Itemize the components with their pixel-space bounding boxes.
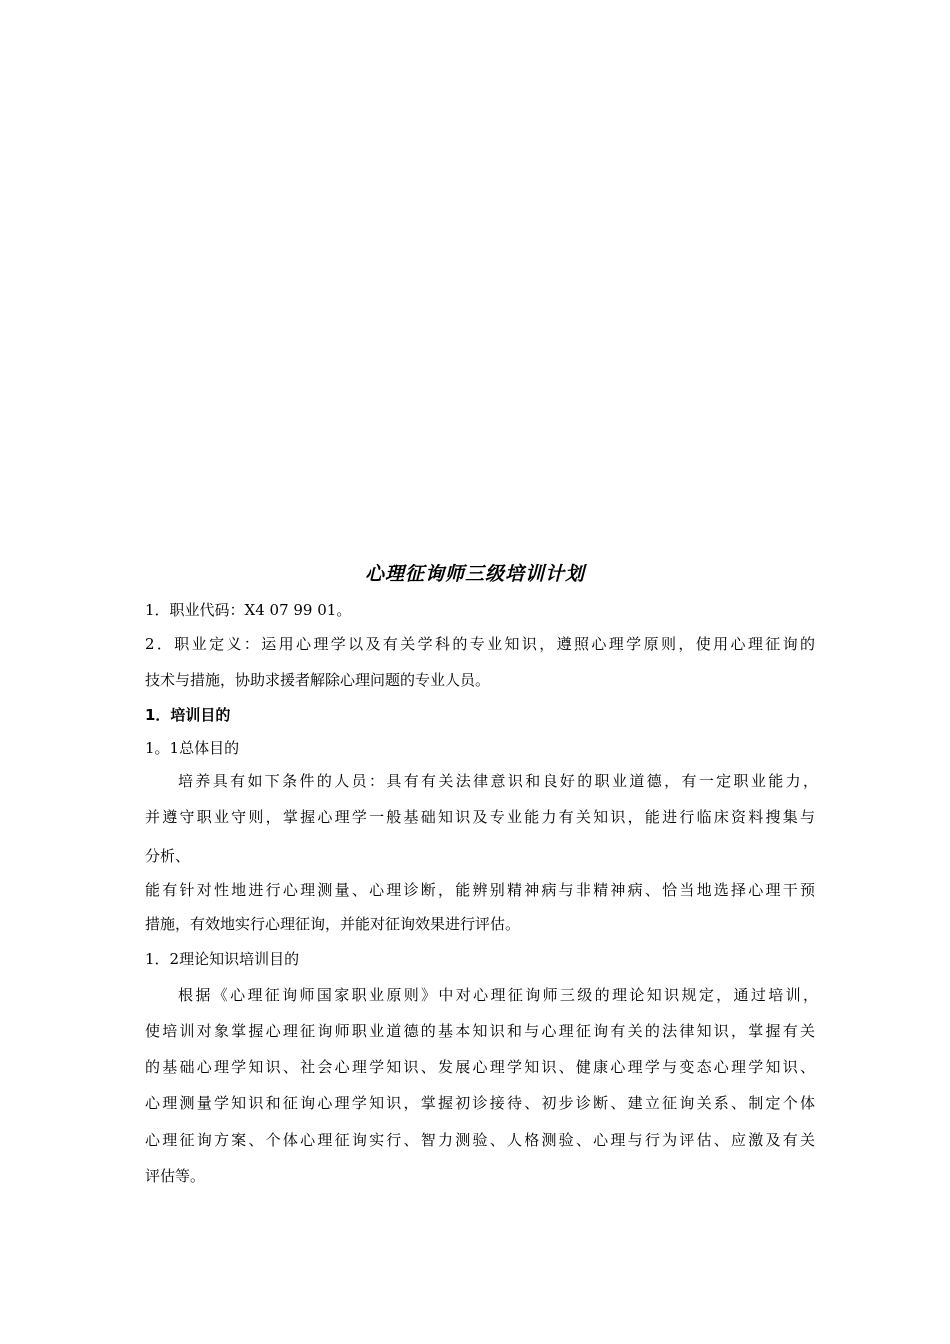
paragraph-line: 的基础心理学知识、社会心理学知识、发展心理学知识、健康心理学与变态心理学知识、 bbox=[145, 1058, 815, 1076]
document-title: 心理征询师三级培训计划 bbox=[364, 563, 585, 585]
occupation-code-line: 1．职业代码：X4 07 99 01。 bbox=[145, 601, 352, 619]
subsection-heading-theory-goals: 1．2理论知识培训目的 bbox=[145, 950, 300, 968]
paragraph-line: 能有针对性地进行心理测量、心理诊断，能辨别精神病与非精神病、恰当地选择心理干预 bbox=[145, 881, 815, 899]
paragraph-line: 使培训对象掌握心理征询师职业道德的基本知识和与心理征询有关的法律知识，掌握有关 bbox=[145, 1022, 815, 1040]
paragraph-line: 心理测量学知识和征询心理学知识，掌握初诊接待、初步诊断、建立征询关系、制定个体 bbox=[145, 1094, 815, 1112]
section-heading-training-goals: 1．培训目的 bbox=[145, 706, 231, 724]
occupation-definition-continued: 技术与措施，协助求援者解除心理问题的专业人员。 bbox=[145, 671, 491, 689]
occupation-definition-line: 2．职业定义：运用心理学以及有关学科的专业知识，遵照心理学原则，使用心理征询的 bbox=[145, 635, 815, 653]
paragraph-line: 培养具有如下条件的人员：具有有关法律意识和良好的职业道德，有一定职业能力， bbox=[178, 772, 818, 790]
paragraph-line: 措施，有效地实行心理征询，并能对征询效果进行评估。 bbox=[145, 915, 521, 933]
paragraph-line: 并遵守职业守则，掌握心理学一般基础知识及专业能力有关知识，能进行临床资料搜集与 bbox=[145, 808, 815, 826]
paragraph-line: 分析、 bbox=[145, 847, 191, 865]
paragraph-line: 评估等。 bbox=[145, 1167, 206, 1185]
subsection-heading-overall-goals: 1。1总体目的 bbox=[145, 739, 240, 757]
paragraph-line: 根据《心理征询师国家职业原则》中对心理征询师三级的理论知识规定，通过培训， bbox=[178, 986, 818, 1004]
paragraph-line: 心理征询方案、个体心理征询实行、智力测验、人格测验、心理与行为评估、应激及有关 bbox=[145, 1131, 815, 1149]
